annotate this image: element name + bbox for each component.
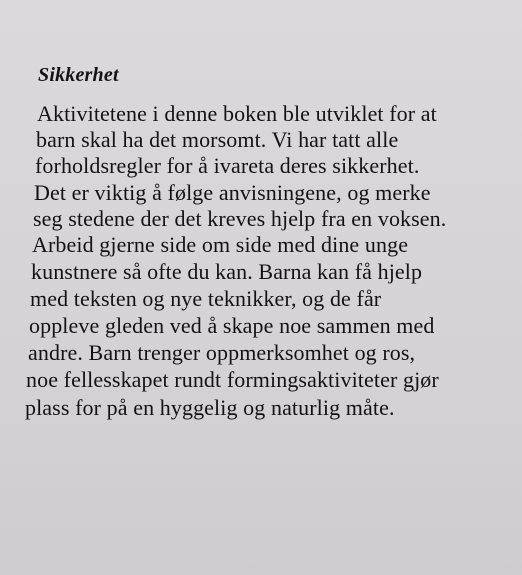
body-line: seg stedene der det kreves hjelp fra en voksen. — [33, 206, 447, 231]
section-heading: Sikkerhet — [38, 64, 119, 86]
body-line: kunstnere så ofte du kan. Barna kan få hjelp — [31, 259, 423, 284]
body-line: plass for på en hyggelig og naturlig måte. — [25, 395, 395, 420]
body-line: andre. Barn trenger oppmerksomhet og ros, — [28, 340, 416, 365]
body-line: noe fellesskapet rundt formingsaktiviteter gjør — [26, 367, 439, 392]
body-line: barn skal ha det morsomt. Vi har tatt alle — [36, 127, 399, 152]
body-line: Arbeid gjerne side om side med dine unge — [32, 232, 409, 257]
body-line: Aktivitetene i denne boken ble utviklet for at — [37, 101, 437, 126]
body-line: oppleve gleden ved å skape noe sammen med — [29, 313, 435, 338]
body-line: Det er viktig å følge anvisningene, og merke — [34, 180, 431, 205]
body-line: forholdsregler for å ivareta deres sikkerhet. — [35, 153, 420, 178]
body-line: med teksten og nye teknikker, og de får — [30, 286, 382, 311]
